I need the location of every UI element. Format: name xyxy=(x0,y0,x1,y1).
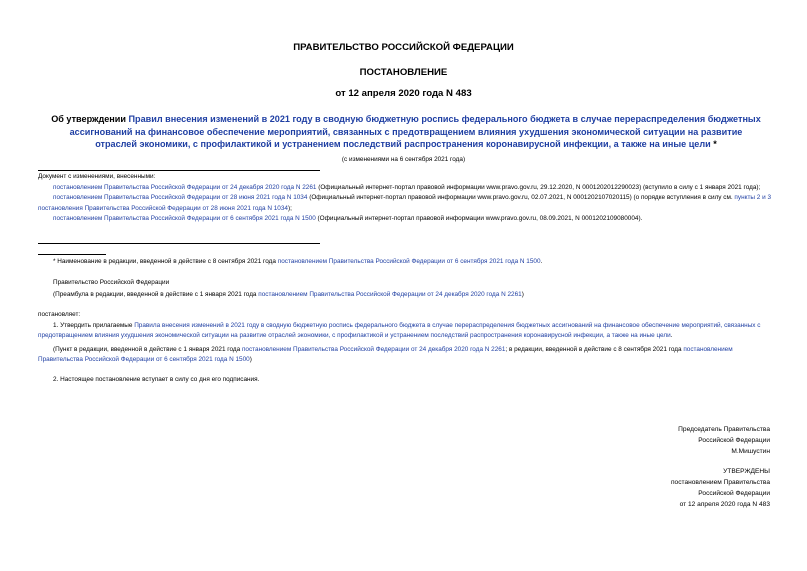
amendment-item xyxy=(38,193,771,214)
amendment-text: (Официальный интернет-портал правовой информации www.pravo.gov.ru, 08.09.2021, N 0001202109080004). xyxy=(315,215,643,223)
title-rules-link[interactable]: Правил внесения изменений в 2021 году в сводную бюджетную роспись федерального бюджета в случае перераспределения бюджетных ассигнований на финансовое обеспечение мероприятий, связанных с предотвращением влияния ухудшения экономической ситуации на развитие отраслей экономики, с профилактикой и устранением последствий распространения коронавирусной инфекции, а также на иные цели xyxy=(69,114,761,150)
amendment-item xyxy=(38,183,771,194)
rules-link[interactable]: Правила внесения изменений в 2021 году в сводную бюджетную роспись федерального бюджета в случае перераспределения бюджетных ассигнований на финансовое обеспечение мероприятий, связанных с предотвращением влияния ухудшения экономической ситуации на развитие отраслей экономики, с профилактикой и устранением последствий распространения коронавирусной инфекции, а также на иные цели xyxy=(38,321,761,340)
document-title xyxy=(50,113,762,151)
signature-country: Российской Федерации xyxy=(698,437,770,444)
edit-end: ) xyxy=(249,356,252,364)
changes-note: (с изменениями на 6 сентября 2021 года) xyxy=(341,156,466,163)
divider-top xyxy=(38,170,320,171)
preamble xyxy=(38,278,771,300)
item-1-end: . xyxy=(670,332,673,340)
signature-name: М.Мишустин xyxy=(731,448,770,455)
approved-heading: УТВЕРЖДЕНЫ xyxy=(723,468,770,475)
amendment-link[interactable]: постановлением Правительства Российской Федерации от 6 сентября 2021 года N 1500 xyxy=(53,215,316,223)
divider-bottom xyxy=(38,243,320,244)
footnote-divider xyxy=(38,254,106,255)
edit-link[interactable]: постановлением Правительства Российской Федерации от 6 сентября 2021 года N 1500 xyxy=(38,345,733,364)
approved-block xyxy=(470,466,770,510)
title-suffix: * xyxy=(710,139,717,150)
preamble-edit-text: (Преамбула в редакции, введенной в действие с 1 января 2021 года xyxy=(53,290,259,298)
title-prefix: Об утверждении xyxy=(51,114,129,124)
amendment-text: (Официальный интернет-портал правовой информации www.pravo.gov.ru, 02.07.2021, N 0001202107020115) (о порядке вступления в силу см. xyxy=(307,194,735,202)
government-heading: ПРАВИТЕЛЬСТВО РОССИЙСКОЙ ФЕДЕРАЦИИ xyxy=(293,42,514,53)
signature-block xyxy=(470,424,770,457)
item-2: 2. Настоящее постановление вступает в силу со дня его подписания. xyxy=(53,375,260,383)
resolves-text: постановляет: xyxy=(38,311,81,318)
footnote-link[interactable]: постановлением Правительства Российской Федерации от 6 сентября 2021 года N 1500 xyxy=(277,258,541,265)
amendment-link[interactable]: постановлением Правительства Российской Федерации от 28 июня 2021 года N 1034 xyxy=(53,194,308,202)
item-1-edit-note xyxy=(38,345,771,366)
item-1-prefix: 1. Утвердить прилагаемые xyxy=(53,321,135,329)
preamble-line: Правительство Российской Федерации xyxy=(53,279,170,286)
date-number: от 12 апреля 2020 года N 483 xyxy=(335,88,472,99)
resolution-body xyxy=(38,310,771,386)
approved-date: от 12 апреля 2020 года N 483 xyxy=(679,501,770,508)
amendment-text: ); xyxy=(287,204,292,212)
preamble-link[interactable]: постановлением Правительства Российской Федерации от 24 декабря 2020 года N 2261 xyxy=(258,290,522,298)
edit-text: ; в редакции, введенной в действие с 8 сентября 2021 года xyxy=(505,345,684,353)
approved-line: постановлением Правительства xyxy=(670,479,770,486)
item-1 xyxy=(38,321,771,342)
preamble-end: ) xyxy=(521,290,524,298)
amendments-heading: Документ с изменениями, внесенными: xyxy=(38,173,156,180)
edit-link[interactable]: постановлением Правительства Российской Федерации от 24 декабря 2020 года N 2261 xyxy=(241,345,506,353)
amendment-link[interactable]: пункты 2 и 3 постановления Правительства Российской Федерации от 28 июня 2021 года N 1034 xyxy=(38,194,771,212)
amendment-item xyxy=(38,214,771,225)
footnote xyxy=(38,257,771,268)
doc-type-heading: ПОСТАНОВЛЕНИЕ xyxy=(359,67,448,78)
edit-text: (Пункт в редакции, введенной в действие с 1 января 2021 года xyxy=(53,345,242,353)
approved-line: Российской Федерации xyxy=(698,490,770,497)
amendment-link[interactable]: постановлением Правительства Российской Федерации от 24 декабря 2020 года N 2261 xyxy=(53,183,317,191)
footnote-text: * Наименование в редакции, введенной в действие с 8 сентября 2021 года xyxy=(53,258,278,265)
signature-title: Председатель Правительства xyxy=(678,426,770,433)
footnote-end: . xyxy=(540,258,543,265)
amendment-text: (Официальный интернет-портал правовой информации www.pravo.gov.ru, 29.12.2020, N 0001202012290023) (вступило в силу с 1 января 2021 года); xyxy=(316,183,761,191)
preamble-edit xyxy=(38,290,771,301)
amendments-list xyxy=(38,172,771,225)
